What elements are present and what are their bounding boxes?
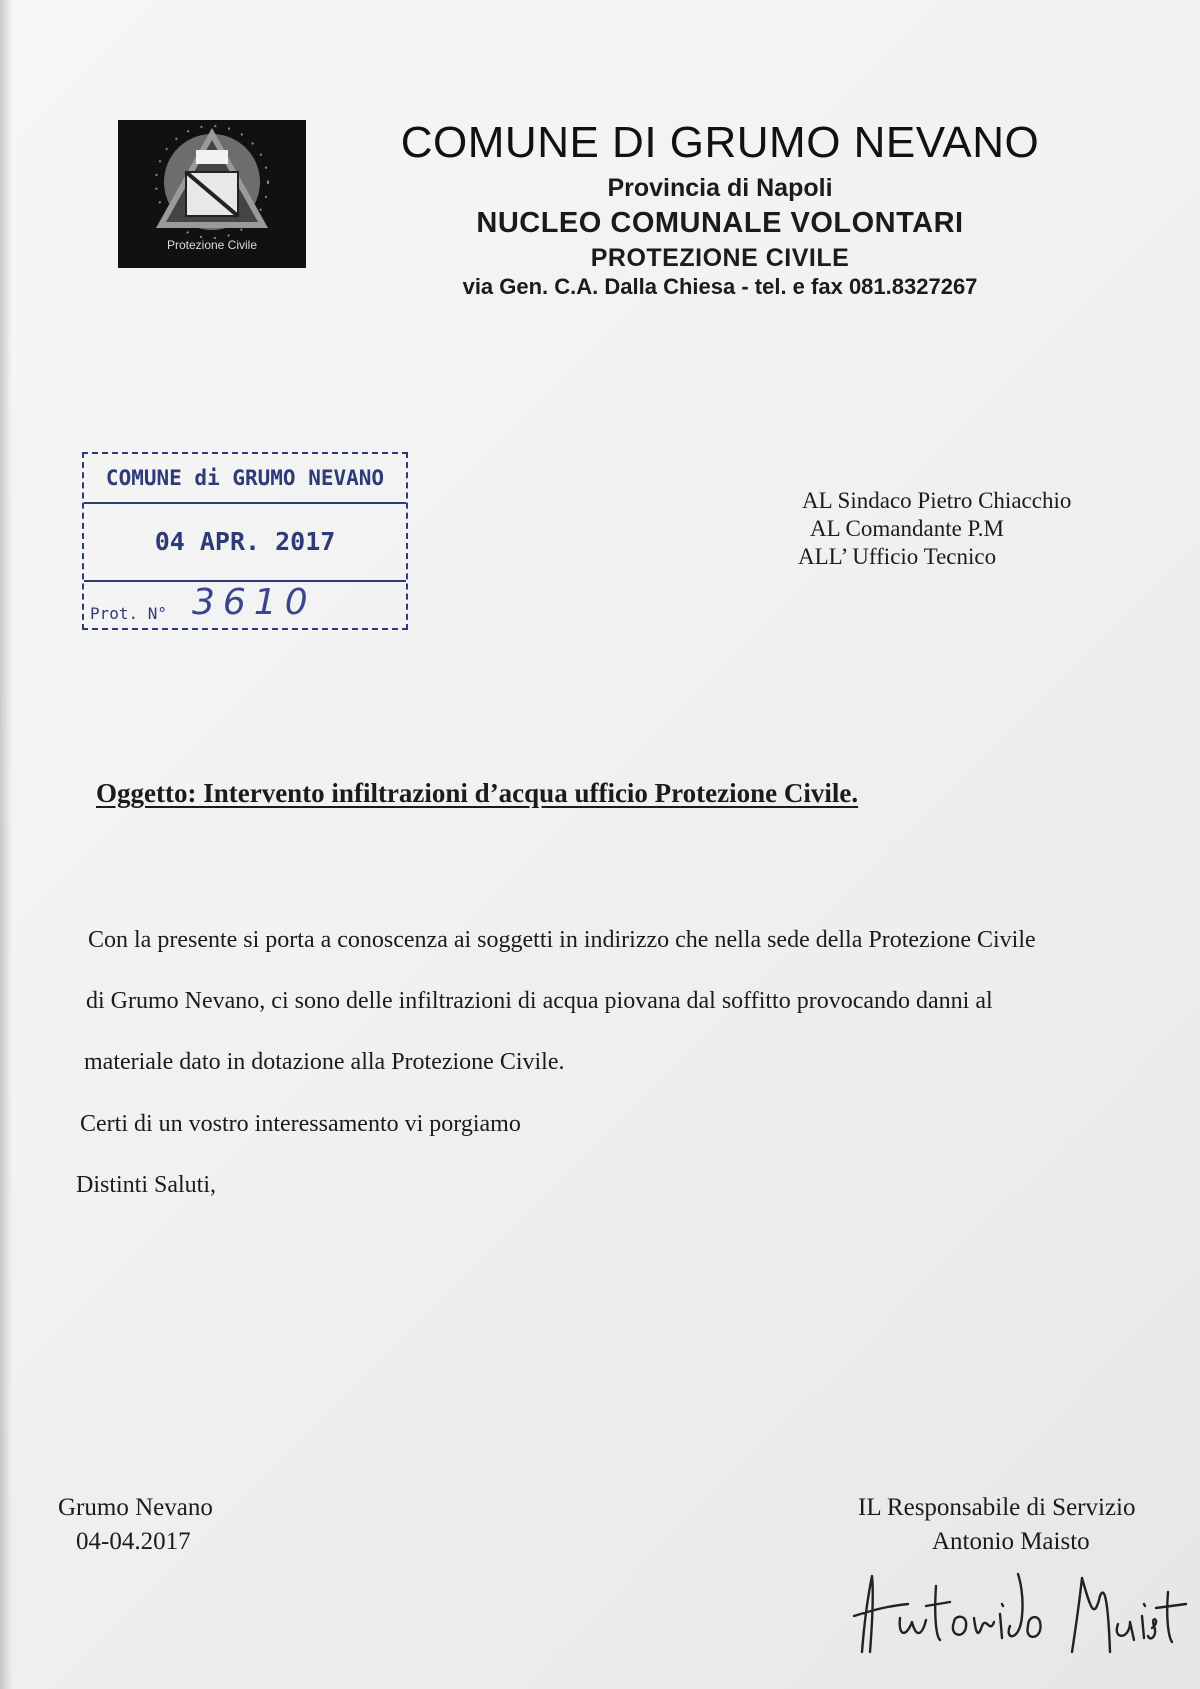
- logo-caption: Protezione Civile: [166, 238, 258, 252]
- letterhead-address: via Gen. C.A. Dalla Chiesa - tel. e fax 081.8327267: [462, 274, 978, 299]
- protezione-civile-logo: [118, 120, 306, 268]
- recipient-ufficio-tecnico: ALL’ Ufficio Tecnico: [798, 544, 997, 569]
- body-line: Con la presente si porta a conoscenza ai soggetti in indirizzo che nella sede della Protezione Civile: [88, 927, 1036, 953]
- stamp-prot-label: Prot. N°: [90, 604, 168, 623]
- letterhead-nucleo: NUCLEO COMUNALE VOLONTARI: [476, 207, 964, 239]
- protocol-stamp: [82, 452, 408, 630]
- page-edge-shadow: [0, 0, 12, 1689]
- closing-salutation: Distinti Saluti,: [76, 1172, 217, 1198]
- handwritten-signature: [850, 1556, 1200, 1666]
- signatory-role: IL Responsabile di Servizio: [858, 1494, 1136, 1521]
- body-line: di Grumo Nevano, ci sono delle infiltrazioni di acqua piovana dal soffitto provocando danni al: [86, 988, 993, 1014]
- stamp-protocol-row: [84, 582, 406, 628]
- stamp-date: 04 APR. 2017: [84, 504, 406, 582]
- footer-place: Grumo Nevano: [58, 1494, 213, 1521]
- signatory-name: Antonio Maisto: [932, 1528, 1090, 1555]
- stamp-title: COMUNE di GRUMO NEVANO: [84, 454, 406, 504]
- footer-date: 04-04.2017: [76, 1528, 191, 1555]
- recipient-sindaco: AL Sindaco Pietro Chiacchio: [802, 488, 1072, 513]
- body-line: Certi di un vostro interessamento vi porgiamo: [80, 1111, 521, 1137]
- body-line: materiale dato in dotazione alla Protezione Civile.: [84, 1049, 565, 1075]
- letterhead-protezione: PROTEZIONE CIVILE: [590, 244, 850, 272]
- letter-subject: Oggetto: Intervento infiltrazioni d’acqua ufficio Protezione Civile.: [96, 778, 859, 808]
- stamp-prot-number: 3610: [192, 582, 316, 623]
- recipient-comandante: AL Comandante P.M: [810, 516, 1004, 541]
- letterhead-title: COMUNE DI GRUMO NEVANO: [400, 118, 1040, 167]
- letterhead-province: Provincia di Napoli: [607, 174, 833, 202]
